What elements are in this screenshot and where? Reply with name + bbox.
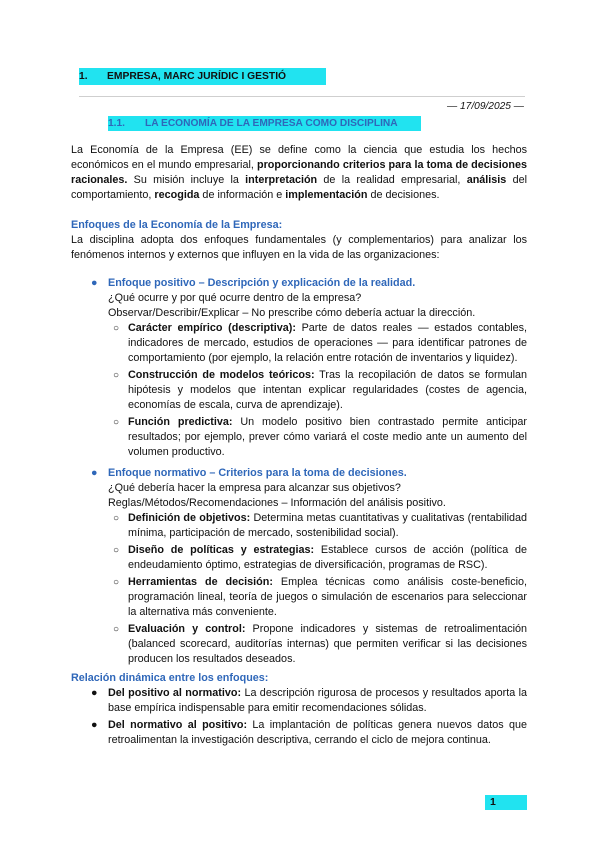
bullet-icon: ● (91, 277, 98, 289)
item-label: Diseño de políticas y estrategias: (128, 544, 315, 556)
intro-text: del comportamiento, (71, 174, 527, 201)
list-item (91, 622, 527, 667)
page-number: 1 (485, 795, 527, 810)
heading-2-number: 1.1. (108, 118, 125, 129)
intro-bold: interpretación (245, 174, 318, 186)
enfoque-normativo-section (91, 466, 527, 669)
item-text: Establece cursos de acción (política de endeudamiento óptimo, estrategias de diversificación, programas de RSC). (128, 544, 527, 571)
relacion-list (91, 686, 527, 750)
item-label: Construcción de modelos teóricos: (128, 369, 315, 381)
intro-text: de la realidad empresarial, (317, 174, 467, 186)
item-text: Tras la recopilación de datos se formulan hipótesis y modelos que intentan explicar regularidades (costes de agencia, economías de escala, curva de aprendizaje). (128, 369, 527, 411)
enfoque-positivo-items (91, 321, 527, 460)
list-item (91, 686, 527, 716)
enfoque-normativo-title: Enfoque normativo – Criterios para la toma de decisiones. (108, 467, 407, 479)
heading-1-title: EMPRESA, MARC JURÍDIC I GESTIÓ (107, 71, 287, 82)
bullet-icon: ● (91, 687, 98, 699)
item-label: Evaluación y control: (128, 623, 246, 635)
item-label: Carácter empírico (descriptiva): (128, 322, 296, 334)
intro-text: Su misión incluye la (127, 174, 246, 186)
item-label: Función predictiva: (128, 416, 233, 428)
circle-bullet-icon: ○ (113, 577, 120, 588)
heading-2-title: LA ECONOMÍA DE LA EMPRESA COMO DISCIPLINA (145, 118, 398, 129)
enfoque-positivo-line: Observar/Describir/Explicar – No prescribe cómo debería actuar la dirección. (108, 307, 476, 319)
item-label: Del normativo al positivo: (108, 719, 248, 731)
intro-text: de decisiones. (367, 189, 440, 201)
list-item (91, 368, 527, 413)
item-label: Herramientas de decisión: (128, 576, 273, 588)
circle-bullet-icon: ○ (113, 513, 120, 524)
intro-bold: proporcionando criterios para la toma de decisiones racionales. (71, 159, 527, 186)
list-item (91, 415, 527, 460)
enfoques-heading: Enfoques de la Economía de la Empresa: (71, 219, 283, 231)
bullet-icon: ● (91, 467, 98, 479)
list-item (91, 575, 527, 620)
enfoques-paragraph: La disciplina adopta dos enfoques fundamentales (y complementarios) para analizar los fenómenos internos y externos que influyen en la vida de las organizaciones: (71, 234, 527, 261)
date-line: — 17/09/2025 — (446, 101, 524, 112)
circle-bullet-icon: ○ (113, 323, 120, 334)
relacion-heading: Relación dinámica entre los enfoques: (71, 672, 269, 684)
item-text: Parte de datos reales — estados contables, indicadores de mercado, estudios de operaciones — para identificar patrones de comportamiento (por ejemplo, la relación entre rotación de inventarios y liquidez). (128, 322, 527, 364)
item-text: Un modelo positivo bien contrastado permite anticipar resultados; por ejemplo, prever cómo variará el coste medio ante un aumento del volumen productivo. (128, 416, 527, 458)
enfoque-normativo-question: ¿Qué debería hacer la empresa para alcanzar sus objetivos? (108, 482, 401, 494)
intro-text: de información e (199, 189, 286, 201)
enfoque-positivo-title: Enfoque positivo – Descripción y explicación de la realidad. (108, 277, 416, 289)
list-item (91, 511, 527, 541)
item-label: Definición de objetivos: (128, 512, 251, 524)
bullet-icon: ● (91, 719, 98, 731)
list-item (91, 543, 527, 573)
intro-paragraph (71, 143, 527, 203)
list-item (91, 718, 527, 748)
item-text: Propone indicadores y sistemas de retroalimentación (balanced scorecard, auditorías internas) que permiten verificar si las decisiones producen los resultados deseados. (128, 623, 527, 665)
intro-bold: recogida (154, 189, 200, 201)
circle-bullet-icon: ○ (113, 370, 120, 381)
horizontal-divider (79, 96, 525, 97)
enfoque-positivo-question: ¿Qué ocurre y por qué ocurre dentro de la empresa? (108, 292, 362, 304)
item-text: Emplea técnicas como análisis coste-beneficio, programación lineal, teoría de juegos o simulación de escenarios para seleccionar la alternativa más conveniente. (128, 576, 527, 618)
intro-bold: implementación (285, 189, 368, 201)
item-text: La descripción rigurosa de procesos y resultados aporta la base empírica indispensable para emitir recomendaciones sólidas. (108, 687, 527, 714)
intro-bold: análisis (466, 174, 507, 186)
heading-1-number: 1. (79, 71, 88, 82)
circle-bullet-icon: ○ (113, 624, 120, 635)
enfoque-normativo-heading (91, 466, 527, 481)
section-heading-2 (108, 116, 421, 131)
list-item (91, 321, 527, 366)
item-text: Determina metas cuantitativas y cualitativas (rentabilidad mínima, participación de mercado, sostenibilidad social). (128, 512, 527, 539)
circle-bullet-icon: ○ (113, 417, 120, 428)
item-label: Del positivo al normativo: (108, 687, 242, 699)
enfoque-positivo-section (91, 276, 527, 462)
item-text: La implantación de políticas genera nuevos datos que retroalimentan la investigación descriptiva, cerrando el ciclo de mejora continua. (108, 719, 528, 746)
enfoque-normativo-line: Reglas/Métodos/Recomendaciones – Información del análisis positivo. (108, 497, 446, 509)
circle-bullet-icon: ○ (113, 545, 120, 556)
section-heading-1 (79, 68, 326, 85)
enfoque-positivo-heading (91, 276, 527, 291)
enfoque-normativo-items (91, 511, 527, 667)
intro-text: La Economía de la Empresa (EE) se define como la ciencia que estudia los hechos económicos en el mundo empresarial, (71, 144, 527, 171)
